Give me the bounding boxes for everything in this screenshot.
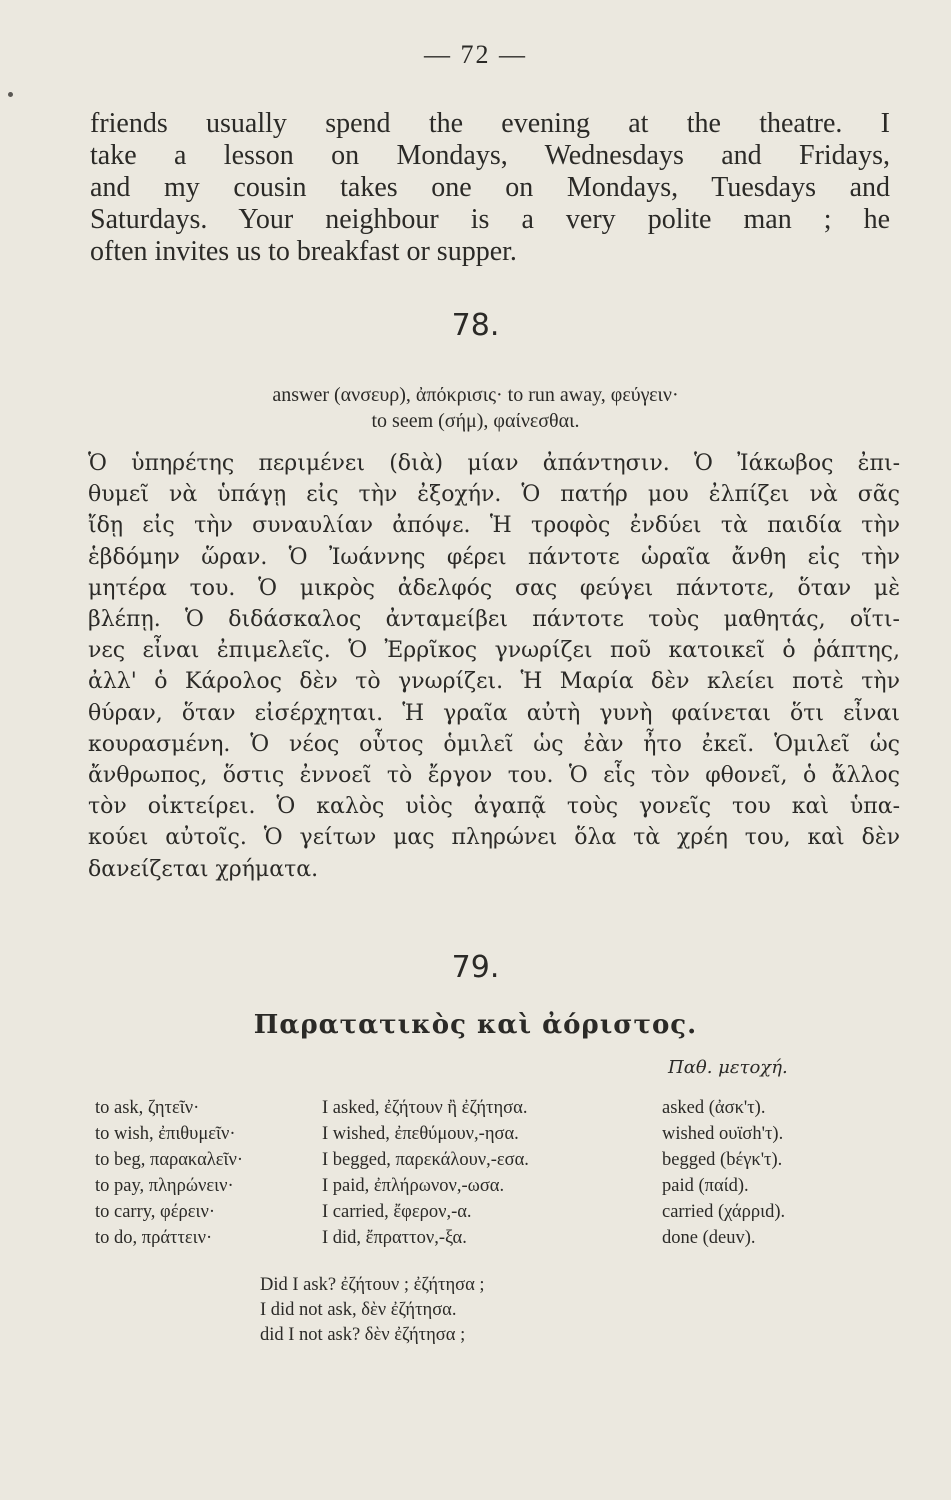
greek-line: τὸν οἰκτείρει. Ὁ καλὸς υἱὸς ἀγαπᾷ τοὺς γονεῖς του καὶ ὑπα- [88,794,900,820]
infinitive-cell: to carry, φέρειν· [95,1202,216,1222]
greek-line: Ὁ ὑπηρέτης περιμένει (διὰ) μίαν ἀπάντησιν. Ὁ Ἰάκωβος ἐπι- [88,451,900,476]
prose-line: take a lesson on Mondays, Wednesdays and Fridays, [90,140,890,171]
past-cell: I asked, ἐζήτουν ἢ ἐζήτησα. [322,1098,528,1118]
greek-line: ἄνθρωπος, ὅστις ἐννοεῖ τὸ ἔργον του. Ὁ εἷς τὸν φθονεῖ, ὁ ἄλλος [88,763,900,789]
past-cell: I paid, ἐπλήρωνον,-ωσα. [322,1176,505,1196]
prose-line: Saturdays. Your neighbour is a very polite man ; he [90,204,890,235]
participle-cell: begged (bέγκ'τ). [662,1150,783,1170]
greek-line: βλέπῃ. Ὁ διδάσκαλος ἀνταμείβει πάντοτε τοὺς μαθητάς, οἵτι- [88,607,900,633]
question-line: did I not ask? δὲν ἐζήτησα ; [260,1325,466,1345]
conjugation-row [0,1202,951,1226]
greek-line: νες εἶναι ἐπιμελεῖς. Ὁ Ἐρρῖκος γνωρίζει ποῦ κατοικεῖ ὁ ῥάπτης, [88,638,900,664]
carryover-paragraph [90,108,890,268]
conjugation-row [0,1176,951,1200]
participle-cell: wished ουϊσh'τ). [662,1124,784,1144]
greek-line: κούει αὐτοῖς. Ὁ γείτων μας πληρώνει ὅλα τὰ χρέη του, καὶ δὲν [88,825,900,851]
print-speck [8,92,13,97]
greek-line: ἀλλ' ὁ Κάρολος δὲν τὸ γνωρίζει. Ἡ Μαρία δὲν κλείει ποτὲ τὴν [88,669,900,695]
question-forms [260,1273,485,1348]
infinitive-cell: to beg, παρακαλεῖν· [95,1150,244,1170]
prose-line: friends usually spend the evening at the theatre. I [90,108,890,139]
section-number-78: 78. [451,308,500,343]
conjugation-row [0,1124,951,1148]
question-line: Did I ask? ἐζήτουν ; ἐζήτησα ; [260,1275,485,1295]
vocab-line: answer (ανσευρ), ἀπόκρισις· to run away, φεύγειν· [272,384,679,406]
past-cell: I carried, ἔφερον,-α. [322,1202,472,1222]
infinitive-cell: to pay, πληρώνειν· [95,1176,234,1196]
infinitive-cell: to do, πράττειν· [95,1228,213,1248]
infinitive-cell: to ask, ζητεῖν· [95,1098,200,1118]
participle-cell: carried (χάρριd). [662,1202,786,1222]
greek-line: ἑβδόμην ὥραν. Ὁ Ἰωάννης φέρει πάντοτε ὡραῖα ἄνθη εἰς τὴν [88,544,900,570]
past-cell: I did, ἔπραττον,-ξα. [322,1228,467,1248]
conjugation-row [0,1150,951,1174]
exercise-78-text [88,448,900,885]
section-heading-79: Παρατατικὸς καὶ ἀόριστος. [253,1010,698,1040]
participle-cell: done (deuv). [662,1228,756,1248]
vocab-line: to seem (σήμ), φαίνεσθαι. [371,410,580,432]
question-line: I did not ask, δὲν ἐζήτησα. [260,1300,457,1320]
greek-line: κουρασμένη. Ὁ νέος οὗτος ὁμιλεῖ ὡς ἐὰν ἦτο ἐκεῖ. Ὁμιλεῖ ὡς [88,731,900,757]
past-cell: I begged, παρεκάλουν,-εσα. [322,1150,529,1170]
section-number-79: 79. [451,950,500,985]
participle-cell: asked (ἀσκ'τ). [662,1098,766,1118]
greek-line: θυμεῖ νὰ ὑπάγῃ εἰς τὴν ἐξοχήν. Ὁ πατήρ μου ἐλπίζει νὰ σᾶς [88,482,900,508]
conjugation-row [0,1098,951,1122]
page-number: — 72 — [424,40,527,69]
past-cell: I wished, ἐπεθύμουν,-ησα. [322,1124,519,1144]
conjugation-table [0,1098,951,1258]
vocabulary-78 [0,382,951,434]
prose-line: often invites us to breakfast or supper. [90,236,517,267]
greek-line: ἴδῃ εἰς τὴν συναυλίαν ἀπόψε. Ἡ τροφὸς ἐνδύει τὰ παιδία τὴν [88,513,900,539]
participle-cell: paid (παίd). [662,1176,749,1196]
infinitive-cell: to wish, ἐπιθυμεῖν· [95,1124,236,1144]
greek-line: μητέρα του. Ὁ μικρὸς ἀδελφός σας φεύγει πάντοτε, ὅταν μὲ [88,575,900,601]
conjugation-row [0,1228,951,1252]
greek-line: θύραν, ὅταν εἰσέρχηται. Ἡ γραῖα αὐτὴ γυνὴ φαίνεται ὅτι εἶναι [88,700,900,726]
prose-line: and my cousin takes one on Mondays, Tuesdays and [90,172,890,203]
greek-line: δανείζεται χρήματα. [88,856,319,882]
participle-column-header: Παθ. μετοχή. [668,1057,788,1078]
